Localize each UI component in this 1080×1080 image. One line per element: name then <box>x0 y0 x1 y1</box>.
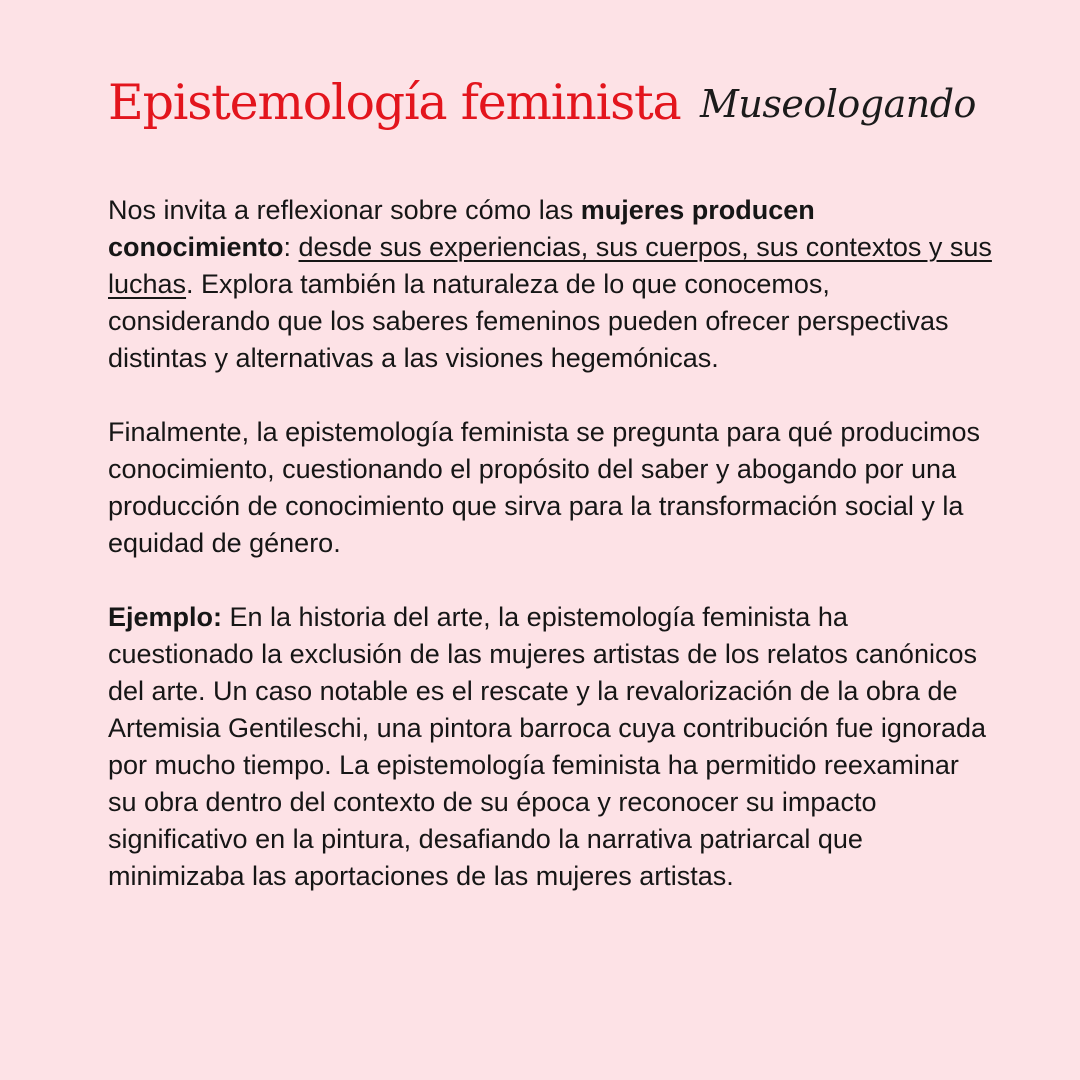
intro-text: Nos invita a reflexionar sobre cómo las <box>108 195 581 225</box>
paragraph-finally: Finalmente, la epistemología feminista se pregunta para qué producimos conocimiento, cuestionando el propósito del saber y abogando por una producción de conocimiento que sirva para la transformación social y la equidad de género. <box>108 417 980 558</box>
paragraph-example <box>108 599 994 895</box>
page-title: Epistemología feminista <box>108 74 681 131</box>
intro-rest-text: . Explora también la naturaleza de lo que conocemos, considerando que los saberes femeninos pueden ofrecer perspectivas distintas y alternativas a las visiones hegemónicas. <box>108 269 949 373</box>
paragraph-intro <box>108 192 994 377</box>
underlined-phrase: desde sus experiencias, sus cuerpos, sus contextos y sus luchas <box>108 232 992 299</box>
colon-text: : <box>283 232 299 262</box>
article-body <box>108 192 994 895</box>
example-label: Ejemplo: <box>108 602 223 632</box>
example-text: En la historia del arte, la epistemología feminista ha cuestionado la exclusión de las mujeres artistas de los relatos canónicos del arte. Un caso notable es el rescate y la revalorización de la obra de Artemisia Gentileschi, una pintora barroca cuya contribución fue ignorada por mucho tiempo. La epistemología feminista ha permitido reexaminar su obra dentro del contexto de su época y reconocer su impacto significativo en la pintura, desafiando la narrativa patriarcal que minimizaba las aportaciones de las mujeres artistas. <box>108 602 986 891</box>
bold-phrase: mujeres producen conocimiento <box>108 195 815 262</box>
brand-logo: Museologando <box>700 82 976 126</box>
